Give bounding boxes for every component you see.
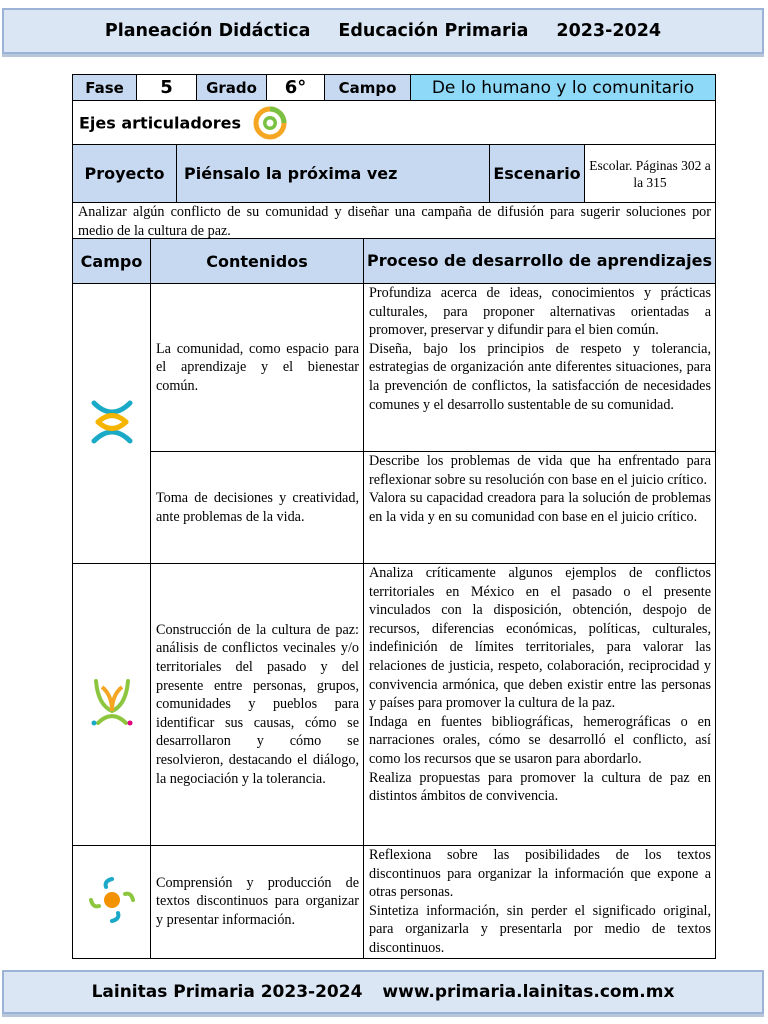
header-title: Planeación Didáctica <box>104 21 311 41</box>
proyecto-label: Proyecto <box>73 145 177 203</box>
pda-4-2: Sintetiza información, sin perder el significado original, para organizarla y presentarla por medio de textos discontinuos. <box>369 902 711 956</box>
fase-value: 5 <box>137 75 197 101</box>
info-row-fase <box>72 74 716 101</box>
pda-3-2: Indaga en fuentes bibliográficas, hemerográficas o en narraciones orales, cómo se desarrolló el conflicto, así como los recursos que se usaron para abordarlo. <box>369 713 711 767</box>
pda-2-2: Valora su capacidad creadora para la solución de problemas en la vida y en su comunidad con base en el juicio crítico. <box>369 490 711 525</box>
header-level: Educación Primaria <box>338 21 529 41</box>
table-header-row <box>73 239 716 284</box>
eje-circle-icon <box>252 105 288 141</box>
table-row <box>73 452 716 564</box>
footer-brand: Lainitas Primaria 2023-2024 <box>91 982 363 1002</box>
pda-1-1: Profundiza acerca de ideas, conocimientos y prácticas culturales, para proponer alternativas orientadas a promover, preservar y difundir para el bien común. <box>369 285 711 339</box>
objetivo-text: Analizar algún conflicto de su comunidad y diseñar una campaña de difusión para sugerir soluciones por medio de la cultura de paz. <box>73 203 716 241</box>
campo-icon-cell <box>73 284 151 564</box>
table-row <box>73 846 716 959</box>
ejes-label: Ejes articuladores <box>79 113 242 132</box>
info-row-proyecto <box>72 144 716 203</box>
contenido-3: Construcción de la cultura de paz: análisis de conflictos vecinales y/o territoriales del pasado y del presente entre personas, grupos, comunidades y pueblos para identificar sus causas, cómo se desarrollaron y cómo se resolvieron, destacando el diálogo, la negociación y la tolerancia. <box>151 564 364 846</box>
grado-label: Grado <box>197 75 267 101</box>
escenario-value: Escolar. Páginas 302 a la 315 <box>585 145 716 203</box>
grado-value: 6° <box>267 75 325 101</box>
table-row <box>73 284 716 452</box>
campo-icon-cell <box>73 846 151 959</box>
col-proceso-header: Proceso de desarrollo de aprendizajes <box>364 239 716 284</box>
contenido-4: Comprensión y producción de textos discontinuos para organizar y presentar información. <box>151 846 364 959</box>
campo-value: De lo humano y lo comunitario <box>411 75 716 101</box>
proyecto-value: Piénsalo la próxima vez <box>177 145 490 203</box>
contenidos-table <box>72 238 716 959</box>
fase-label: Fase <box>73 75 137 101</box>
campo-icon-cell <box>73 564 151 846</box>
contenido-1: La comunidad, como espacio para el aprendizaje y el bienestar común. <box>151 284 364 452</box>
contenido-2: Toma de decisiones y creatividad, ante problemas de la vida. <box>151 452 364 564</box>
col-campo-header: Campo <box>73 239 151 284</box>
table-row <box>73 564 716 846</box>
footer-url[interactable]: www.primaria.lainitas.com.mx <box>382 982 675 1002</box>
header-banner <box>2 8 764 54</box>
pda-3-3: Realiza propuestas para promover la cultura de paz en distintos ámbitos de convivencia. <box>369 769 711 805</box>
pda-4-1: Reflexiona sobre las posibilidades de los textos discontinuos para organizar la información que expone a otras personas. <box>369 847 711 901</box>
objetivo-row <box>72 202 716 241</box>
campo-label: Campo <box>325 75 411 101</box>
pda-3-1: Analiza críticamente algunos ejemplos de conflictos territoriales en México en el pasado o el presente vinculados con la disposición, obtención, despojo de recursos, diferencias económicas, políticas, culturales, indefinición de límites territoriales, para valorar las relaciones de justicia, respeto, colaboración, reciprocidad y convivencia armónica, que deben existir entre las personas y países para promover la cultura de la paz. <box>369 565 711 712</box>
footer-banner <box>2 970 764 1014</box>
escenario-label: Escenario <box>490 145 585 203</box>
etica-naturaleza-icon <box>88 675 136 731</box>
header-year: 2023-2024 <box>556 21 662 41</box>
info-row-ejes <box>72 100 716 145</box>
col-contenidos-header: Contenidos <box>151 239 364 284</box>
de-lo-humano-icon <box>88 397 136 447</box>
pda-1-2: Diseña, bajo los principios de respeto y tolerancia, estrategias de organización ante diferentes situaciones, para la prevención de conflictos, la satisfacción de necesidades comunes y el desarrollo sustentable de su comunidad. <box>369 340 711 413</box>
lenguajes-icon <box>87 875 137 925</box>
pda-2-1: Describe los problemas de vida que ha enfrentado para reflexionar sobre su resolución con base en el juicio crítico. <box>369 453 711 488</box>
